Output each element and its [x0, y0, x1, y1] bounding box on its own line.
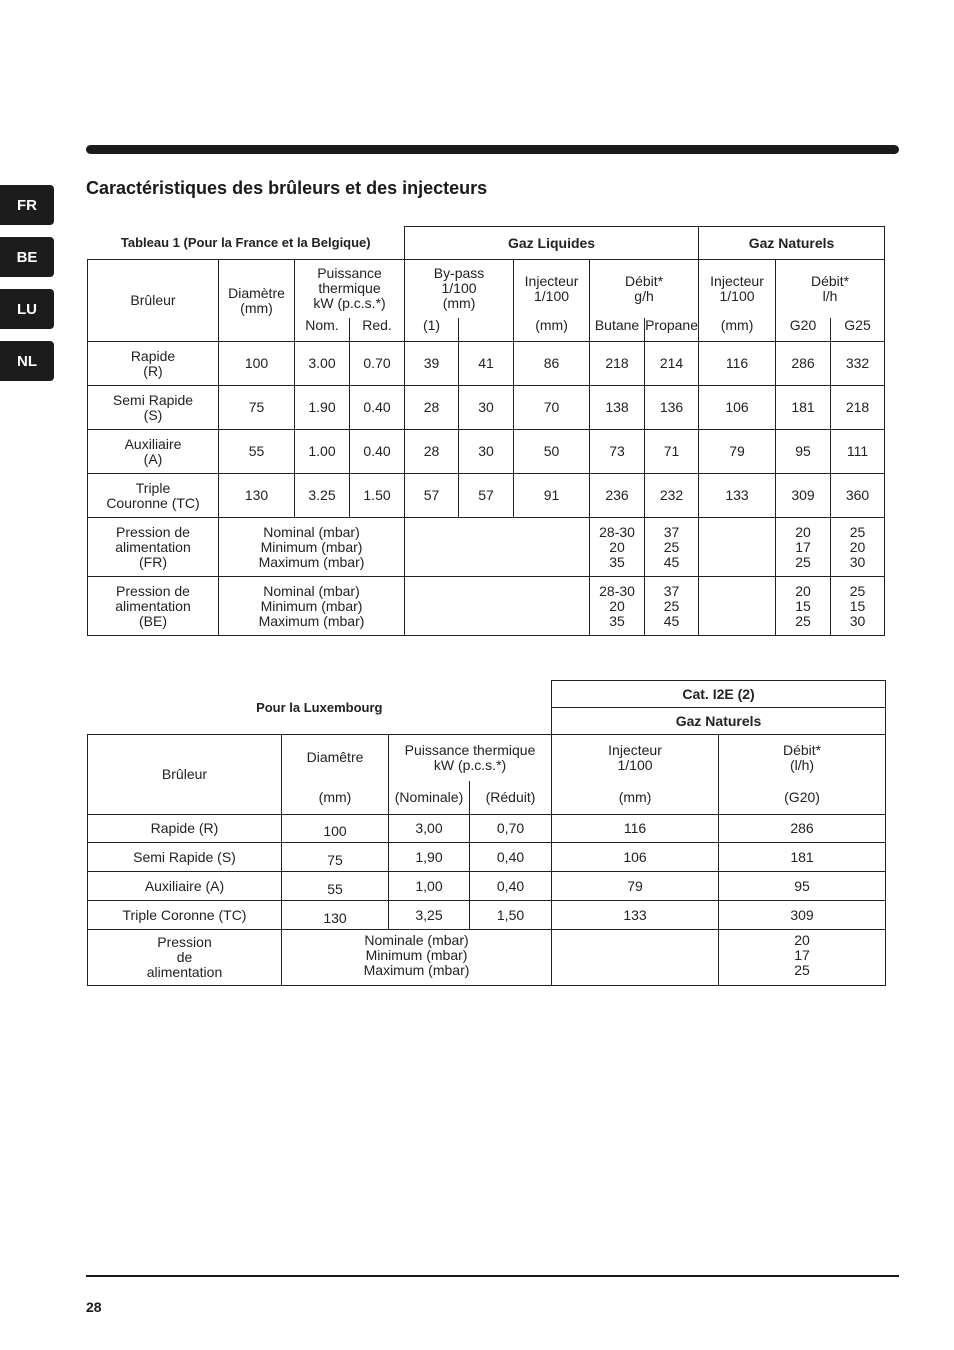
burner-table-fr-be [87, 226, 885, 636]
injector-value: 106 [552, 843, 719, 872]
table-row [88, 474, 885, 518]
g25-flow-value: 360 [831, 474, 885, 518]
butane-flow-value: 73 [590, 430, 645, 474]
table-row [88, 901, 886, 930]
subheader-diameter-unit: (mm) [282, 781, 389, 815]
group-header-gaz-liquides: Gaz Liquides [405, 227, 699, 260]
pressure-label: Pression de alimentation (BE) [88, 577, 219, 636]
bypass-value-1: 39 [405, 342, 459, 386]
table-row [88, 430, 885, 474]
injector-value: 79 [552, 872, 719, 901]
g20-flow-value: 286 [776, 342, 831, 386]
flow-value: 286 [719, 815, 886, 843]
propane-flow-value: 136 [645, 386, 699, 430]
power-reduced-value: 0,40 [470, 872, 552, 901]
injector-natural-value: 79 [699, 430, 776, 474]
injector-liquid-value: 91 [514, 474, 590, 518]
table2-caption: Pour la Luxembourg [256, 699, 383, 715]
injector-natural-value: 133 [699, 474, 776, 518]
injector-natural-value: 106 [699, 386, 776, 430]
pressure-propane: 37 25 45 [645, 518, 699, 577]
pressure-empty-cell [699, 577, 776, 636]
g25-flow-value: 111 [831, 430, 885, 474]
table-row [88, 815, 886, 843]
bypass-value-2: 30 [459, 430, 514, 474]
subheader-nom: Nom. [295, 318, 350, 342]
power-nominal-value: 3.25 [295, 474, 350, 518]
pressure-label: Pression de alimentation (FR) [88, 518, 219, 577]
category-header: Cat. I2E (2) [552, 681, 886, 708]
bypass-value-2: 30 [459, 386, 514, 430]
g20-flow-value: 181 [776, 386, 831, 430]
header-injector-natural: Injecteur 1/100 [699, 260, 776, 318]
pressure-empty-cell [552, 930, 719, 986]
pressure-g25: 25 15 30 [831, 577, 885, 636]
subheader-injector-unit: (mm) [552, 781, 719, 815]
g25-flow-value: 218 [831, 386, 885, 430]
pressure-row [88, 930, 886, 986]
subheader-injector-liquid-unit: (mm) [514, 318, 590, 342]
header-burner: Brûleur [88, 735, 282, 815]
burner-table-luxembourg [87, 680, 886, 986]
header-burner: Brûleur [88, 260, 219, 342]
subheader-nominal: (Nominale) [389, 781, 470, 815]
page-number: 28 [86, 1299, 102, 1315]
pressure-butane: 28-30 20 35 [590, 518, 645, 577]
power-reduced-value: 1.50 [350, 474, 405, 518]
power-nominal-value: 1,00 [389, 872, 470, 901]
flow-value: 309 [719, 901, 886, 930]
power-reduced-value: 0.40 [350, 430, 405, 474]
bypass-value-2: 57 [459, 474, 514, 518]
g20-flow-value: 309 [776, 474, 831, 518]
power-reduced-value: 1,50 [470, 901, 552, 930]
bottom-rule [86, 1275, 899, 1277]
burner-name: Semi Rapide (S) [88, 843, 282, 872]
header-diameter: Diamètre (mm) [219, 260, 295, 342]
header-flow-liquid: Débit* g/h [590, 260, 699, 318]
butane-flow-value: 218 [590, 342, 645, 386]
subheader-g20: G20 [776, 318, 831, 342]
subheader-reduced: (Réduit) [470, 781, 552, 815]
propane-flow-value: 214 [645, 342, 699, 386]
burner-name: Rapide (R) [88, 342, 219, 386]
burner-name: Auxiliaire (A) [88, 872, 282, 901]
diameter-value: 100 [219, 342, 295, 386]
burner-name: Triple Couronne (TC) [88, 474, 219, 518]
diameter-value: 75 [219, 386, 295, 430]
power-reduced-value: 0.40 [350, 386, 405, 430]
header-bypass: By-pass 1/100 (mm) [405, 260, 514, 318]
pressure-g20: 20 17 25 [776, 518, 831, 577]
language-tab-nl[interactable]: NL [0, 341, 54, 381]
pressure-butane: 28-30 20 35 [590, 577, 645, 636]
pressure-empty-cell [699, 518, 776, 577]
language-tab-be[interactable]: BE [0, 237, 54, 277]
power-reduced-value: 0,70 [470, 815, 552, 843]
subheader-propane: Propane [645, 318, 699, 342]
power-nominal-value: 3,25 [389, 901, 470, 930]
pressure-description: Nominal (mbar) Minimum (mbar) Maximum (mbar) [219, 518, 405, 577]
flow-value: 95 [719, 872, 886, 901]
bypass-value-2: 41 [459, 342, 514, 386]
subheader-injector-natural-unit: (mm) [699, 318, 776, 342]
pressure-description: Nominale (mbar) Minimum (mbar) Maximum (mbar) [282, 930, 552, 986]
injector-liquid-value: 70 [514, 386, 590, 430]
pressure-g25: 25 20 30 [831, 518, 885, 577]
burner-name: Rapide (R) [88, 815, 282, 843]
pressure-row [88, 577, 885, 636]
table1-caption: Tableau 1 (Pour la France et la Belgique) [120, 235, 371, 251]
injector-natural-value: 116 [699, 342, 776, 386]
header-injector: Injecteur 1/100 [552, 735, 719, 781]
group-header-gaz-naturels: Gaz Naturels [699, 227, 885, 260]
diameter-value: 75 [282, 843, 389, 872]
burner-name: Triple Coronne (TC) [88, 901, 282, 930]
burner-name: Semi Rapide (S) [88, 386, 219, 430]
power-nominal-value: 3,00 [389, 815, 470, 843]
subheader-g25: G25 [831, 318, 885, 342]
diameter-value: 100 [282, 815, 389, 843]
power-reduced-value: 0,40 [470, 843, 552, 872]
burner-name: Auxiliaire (A) [88, 430, 219, 474]
g25-flow-value: 332 [831, 342, 885, 386]
header-power: Puissance thermique kW (p.c.s.*) [389, 735, 552, 781]
header-power: Puissance thermique kW (p.c.s.*) [295, 260, 405, 318]
pressure-g20: 20 15 25 [776, 577, 831, 636]
top-rule [86, 145, 899, 154]
pressure-empty-cell [405, 577, 590, 636]
bypass-value-1: 28 [405, 386, 459, 430]
diameter-value: 130 [282, 901, 389, 930]
language-tab-lu[interactable]: LU [0, 289, 54, 329]
subheader-bypass-blank [459, 318, 514, 342]
table-row [88, 872, 886, 901]
flow-value: 181 [719, 843, 886, 872]
header-flow: Débit* (l/h) [719, 735, 886, 781]
propane-flow-value: 71 [645, 430, 699, 474]
power-nominal-value: 3.00 [295, 342, 350, 386]
table-row [88, 843, 886, 872]
table-row [88, 386, 885, 430]
diameter-value: 130 [219, 474, 295, 518]
language-tab-fr[interactable]: FR [0, 185, 54, 225]
butane-flow-value: 138 [590, 386, 645, 430]
injector-value: 116 [552, 815, 719, 843]
group-header-gaz-naturels: Gaz Naturels [552, 708, 886, 735]
page-title: Caractéristiques des brûleurs et des injecteurs [86, 178, 488, 198]
butane-flow-value: 236 [590, 474, 645, 518]
subheader-flow-unit: (G20) [719, 781, 886, 815]
pressure-flow: 20 17 25 [719, 930, 886, 986]
diameter-value: 55 [282, 872, 389, 901]
propane-flow-value: 232 [645, 474, 699, 518]
header-diameter: Diamêtre [282, 735, 389, 781]
injector-value: 133 [552, 901, 719, 930]
pressure-empty-cell [405, 518, 590, 577]
pressure-label: Pression de alimentation [88, 930, 282, 986]
g20-flow-value: 95 [776, 430, 831, 474]
power-reduced-value: 0.70 [350, 342, 405, 386]
injector-liquid-value: 50 [514, 430, 590, 474]
table-row [88, 342, 885, 386]
power-nominal-value: 1,90 [389, 843, 470, 872]
pressure-propane: 37 25 45 [645, 577, 699, 636]
power-nominal-value: 1.00 [295, 430, 350, 474]
bypass-value-1: 28 [405, 430, 459, 474]
pressure-row [88, 518, 885, 577]
bypass-value-1: 57 [405, 474, 459, 518]
subheader-bypass-note: (1) [405, 318, 459, 342]
pressure-description: Nominal (mbar) Minimum (mbar) Maximum (mbar) [219, 577, 405, 636]
subheader-red: Red. [350, 318, 405, 342]
header-flow-natural: Débit* l/h [776, 260, 885, 318]
power-nominal-value: 1.90 [295, 386, 350, 430]
subheader-butane: Butane [590, 318, 645, 342]
injector-liquid-value: 86 [514, 342, 590, 386]
diameter-value: 55 [219, 430, 295, 474]
header-injector-liquid: Injecteur 1/100 [514, 260, 590, 318]
